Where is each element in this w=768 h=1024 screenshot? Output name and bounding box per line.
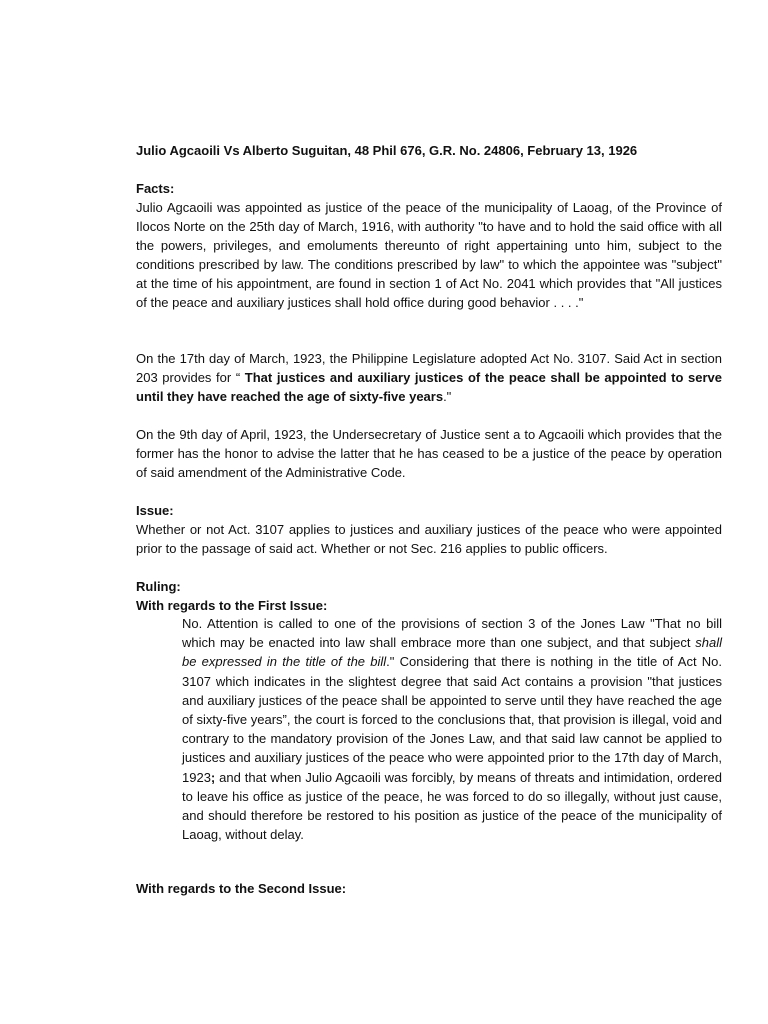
- ruling-italic-phrase: shall be expressed in the title of the bill: [182, 635, 722, 670]
- issue-heading: Issue:: [136, 503, 174, 518]
- second-issue-section: [136, 879, 722, 898]
- facts-p2-bold: That justices and auxiliary justices of the peace shall be appointed to serve until they have reached the age of sixty-five years: [136, 370, 722, 404]
- issue-section: [136, 501, 722, 558]
- facts-p2-end: .": [443, 389, 452, 404]
- ruling-heading: Ruling:: [136, 579, 181, 594]
- facts-section: [136, 179, 722, 312]
- facts-paragraph-2: [136, 349, 722, 406]
- first-issue-ruling: [182, 614, 722, 844]
- ruling-bold-semicolon: ;: [210, 769, 216, 785]
- facts-heading: Facts:: [136, 181, 175, 196]
- ruling-text-start: No. Attention is called to one of the provisions of section 3 of the Jones Law "That no bill which may be enacted into law shall embrace more than one subject, and that subject: [182, 616, 722, 651]
- facts-p2-text: On the 17th day of March, 1923, the Philippine Legislature adopted Act No. 3107. Said Act in section 203 provides for “: [136, 351, 722, 385]
- ruling-text-middle: ." Considering that there is nothing in the title of Act No. 3107 which indicates in the slightest degree that said Act contains a provision "that justices and auxiliary justices of the peace shall be appointed to serve until they have reached the age of sixty-five years”, the court is forced to the conclusions that, that provision is illegal, void and contrary to the mandatory provision of the Jones Law, and that said law cannot be applied to justices and auxiliary justices of the peace who were appointed prior to the 17th day of March, 1923: [182, 654, 722, 785]
- case-title: Julio Agcaoili Vs Alberto Suguitan, 48 Phil 676, G.R. No. 24806, February 13, 1926: [136, 143, 638, 158]
- facts-paragraph-3: On the 9th day of April, 1923, the Undersecretary of Justice sent a to Agcaoili which provides that the former has the honor to advise the latter that he has ceased to be a justice of the peace by operation of said amendment of the Administrative Code.: [136, 427, 722, 480]
- issue-text: Whether or not Act. 3107 applies to justices and auxiliary justices of the peace who were appointed prior to the passage of said act. Whether or not Sec. 216 applies to public officers.: [136, 522, 722, 556]
- facts-paragraph-1: Julio Agcaoili was appointed as justice of the peace of the municipality of Laoag, of the Province of Ilocos Norte on the 25th day of March, 1916, with authority "to have and to hold the said office with all the powers, privileges, and emoluments thereunto of right appertaining unto him, subject to the conditions prescribed by law. The conditions prescribed by law" to which the appointee was "subject" at the time of his appointment, are found in section 1 of Act No. 2041 which provides that "All justices of the peace and auxiliary justices shall hold office during good behavior . . . .": [136, 200, 722, 310]
- ruling-text-end: and that when Julio Agcaoili was forcibly, by means of threats and intimidation, ordered to leave his office as justice of the peace, he was forced to do so illegally, without just cause, and should therefore be restored to his position as justice of the peace of the municipality of Laoag, without delay.: [182, 769, 722, 843]
- first-issue-heading: With regards to the First Issue:: [136, 598, 328, 613]
- ruling-section: [136, 577, 722, 615]
- second-issue-heading: With regards to the Second Issue:: [136, 881, 347, 896]
